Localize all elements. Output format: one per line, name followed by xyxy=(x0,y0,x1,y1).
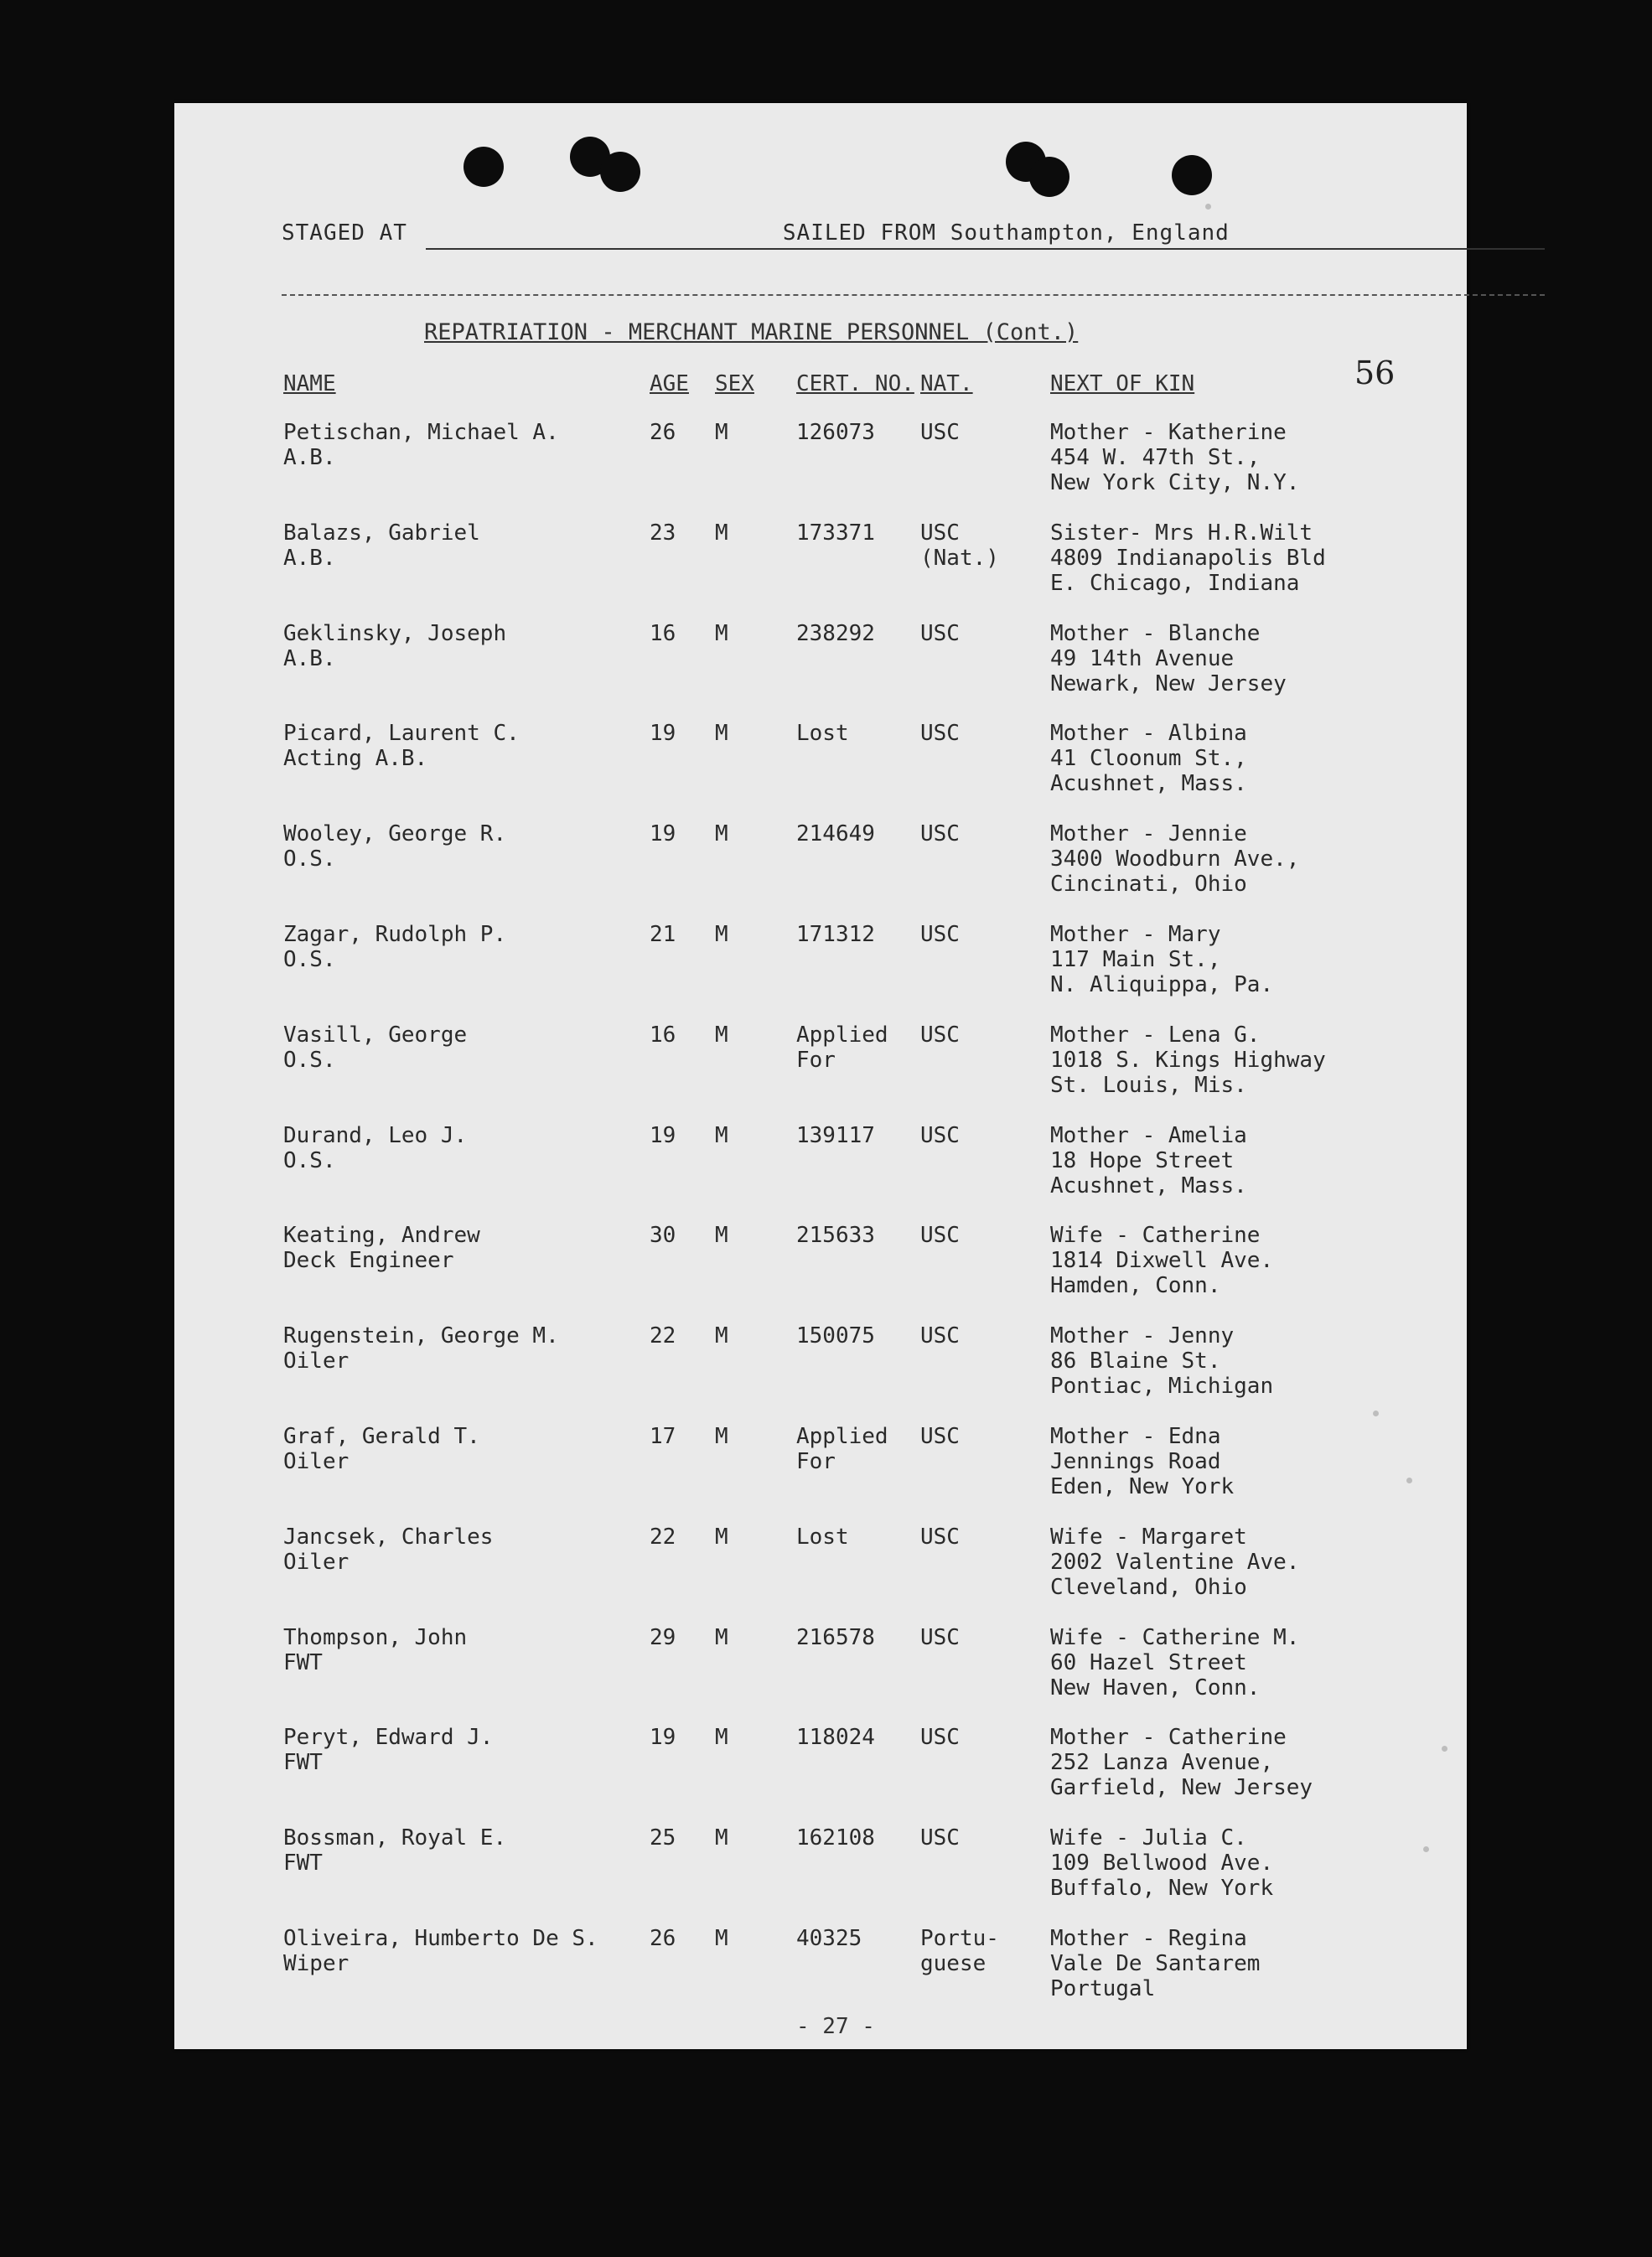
kin-line-1: Mother - Jenny xyxy=(1050,1323,1235,1349)
col-header-age: AGE xyxy=(650,371,689,396)
next-of-kin-cell xyxy=(1050,1123,1247,1198)
kin-line-3: Portugal xyxy=(1050,1976,1156,2001)
person-rating: Wiper xyxy=(283,1951,350,1976)
nationality: Portu- xyxy=(920,1926,999,1951)
cert-cell xyxy=(796,821,875,846)
nationality-cont: guese xyxy=(920,1951,987,1976)
next-of-kin-cell xyxy=(1050,520,1326,596)
col-header-sex: SEX xyxy=(715,371,754,396)
name-cell xyxy=(283,1625,467,1675)
kin-line-2: 117 Main St., xyxy=(1050,947,1221,972)
sex-cell: M xyxy=(715,1624,728,1650)
kin-line-3: Acushnet, Mass. xyxy=(1050,1173,1247,1198)
table-row xyxy=(174,922,1467,1022)
kin-line-2: Vale De Santarem xyxy=(1050,1951,1261,1976)
nationality: USC xyxy=(920,922,960,947)
nationality: USC xyxy=(920,520,960,546)
header-rule xyxy=(426,248,1545,250)
person-rating: O.S. xyxy=(283,1147,336,1173)
cert-cell xyxy=(796,1725,875,1750)
name-cell xyxy=(283,1223,480,1273)
age-cell: 21 xyxy=(650,922,676,947)
cert-number: 40325 xyxy=(796,1926,862,1951)
separator-rule xyxy=(282,294,1545,296)
punch-hole-icon xyxy=(600,152,640,192)
kin-line-2: 252 Lanza Avenue, xyxy=(1050,1750,1274,1776)
cert-number: 139117 xyxy=(796,1122,875,1148)
col-header-cert: CERT. NO. xyxy=(796,371,914,396)
col-header-kin: NEXT OF KIN xyxy=(1050,371,1195,396)
next-of-kin-cell xyxy=(1050,821,1299,897)
sex-cell: M xyxy=(715,1424,728,1449)
nationality: USC xyxy=(920,1122,960,1148)
person-rating: Oiler xyxy=(283,1449,350,1474)
nationality-cell xyxy=(920,1424,960,1449)
person-name: Keating, Andrew xyxy=(283,1223,480,1249)
nationality-cell xyxy=(920,1625,960,1650)
person-name: Geklinsky, Joseph xyxy=(283,620,507,646)
person-rating: Oiler xyxy=(283,1349,350,1374)
cert-number: Lost xyxy=(796,721,849,747)
age-cell: 22 xyxy=(650,1323,676,1349)
cert-number: 215633 xyxy=(796,1223,875,1249)
next-of-kin-cell xyxy=(1050,1223,1273,1298)
person-name: Peryt, Edward J. xyxy=(283,1725,494,1751)
nationality-cell xyxy=(920,1022,960,1048)
age-cell: 23 xyxy=(650,520,676,546)
table-row xyxy=(174,1926,1467,2027)
col-header-name: NAME xyxy=(283,371,336,396)
age-cell: 19 xyxy=(650,1725,676,1751)
staged-sailed-line xyxy=(282,220,1230,246)
age-cell: 30 xyxy=(650,1223,676,1249)
kin-line-2: 49 14th Avenue xyxy=(1050,645,1235,671)
kin-line-1: Mother - Amelia xyxy=(1050,1122,1247,1148)
kin-line-1: Mother - Jennie xyxy=(1050,821,1247,847)
age-cell: 16 xyxy=(650,620,676,646)
col-header-nat: NAT. xyxy=(920,371,973,396)
person-rating: FWT xyxy=(283,1851,323,1877)
kin-line-3: Acushnet, Mass. xyxy=(1050,771,1247,797)
kin-line-1: Wife - Julia C. xyxy=(1050,1825,1247,1851)
kin-line-2: 1018 S. Kings Highway xyxy=(1050,1047,1326,1073)
nationality: USC xyxy=(920,1825,960,1851)
kin-line-2: 41 Cloonum St., xyxy=(1050,746,1247,772)
nationality: USC xyxy=(920,1424,960,1449)
table-row xyxy=(174,1525,1467,1625)
table-row xyxy=(174,1625,1467,1726)
nationality: USC xyxy=(920,1223,960,1249)
person-name: Graf, Gerald T. xyxy=(283,1424,480,1449)
kin-line-3: Eden, New York xyxy=(1050,1474,1235,1499)
person-rating: Acting A.B. xyxy=(283,746,428,772)
kin-line-1: Wife - Catherine xyxy=(1050,1223,1261,1249)
nationality: USC xyxy=(920,821,960,847)
cert-cell xyxy=(796,520,875,546)
kin-line-1: Mother - Blanche xyxy=(1050,620,1261,646)
sailed-value: Southampton, England xyxy=(950,220,1230,246)
kin-line-2: 1814 Dixwell Ave. xyxy=(1050,1248,1274,1274)
nationality-cell xyxy=(920,721,960,746)
name-cell xyxy=(283,1022,467,1073)
next-of-kin-cell xyxy=(1050,1725,1313,1800)
table-row xyxy=(174,1123,1467,1224)
kin-line-1: Mother - Catherine xyxy=(1050,1725,1287,1751)
kin-line-2: 454 W. 47th St., xyxy=(1050,445,1261,470)
kin-line-2: 2002 Valentine Ave. xyxy=(1050,1549,1300,1575)
nationality-cell xyxy=(920,1223,960,1248)
sex-cell: M xyxy=(715,1223,728,1249)
person-name: Bossman, Royal E. xyxy=(283,1825,507,1851)
next-of-kin-cell xyxy=(1050,621,1287,696)
person-name: Petischan, Michael A. xyxy=(283,420,559,445)
sex-cell: M xyxy=(715,922,728,947)
kin-line-3: Garfield, New Jersey xyxy=(1050,1775,1313,1801)
person-rating: A.B. xyxy=(283,445,336,470)
nationality-cell xyxy=(920,1525,960,1550)
name-cell xyxy=(283,1926,598,1976)
nationality: USC xyxy=(920,420,960,445)
person-name: Jancsek, Charles xyxy=(283,1524,494,1550)
age-cell: 19 xyxy=(650,821,676,847)
nationality: USC xyxy=(920,1624,960,1650)
cert-cell xyxy=(796,1123,875,1148)
table-row xyxy=(174,1223,1467,1323)
kin-line-1: Mother - Edna xyxy=(1050,1424,1221,1449)
cert-number: Applied xyxy=(796,1022,888,1048)
name-cell xyxy=(283,721,520,771)
kin-line-3: Cincinati, Ohio xyxy=(1050,872,1247,898)
nationality-cell xyxy=(920,520,999,571)
cert-number: Applied xyxy=(796,1424,888,1449)
nationality: USC xyxy=(920,1725,960,1751)
table-row xyxy=(174,1022,1467,1123)
person-rating: FWT xyxy=(283,1750,323,1776)
kin-line-3: Hamden, Conn. xyxy=(1050,1273,1221,1299)
person-rating: O.S. xyxy=(283,846,336,872)
punch-hole-icon xyxy=(463,147,504,187)
name-cell xyxy=(283,1123,467,1173)
sex-cell: M xyxy=(715,821,728,847)
sex-cell: M xyxy=(715,420,728,445)
nationality: USC xyxy=(920,620,960,646)
kin-line-1: Mother - Regina xyxy=(1050,1926,1247,1951)
cert-number: 173371 xyxy=(796,520,875,546)
table-row xyxy=(174,1725,1467,1825)
person-name: Zagar, Rudolph P. xyxy=(283,922,507,947)
cert-cell xyxy=(796,420,875,445)
sex-cell: M xyxy=(715,520,728,546)
speck-mark xyxy=(1205,204,1211,210)
nationality-cell xyxy=(920,821,960,846)
kin-line-3: Pontiac, Michigan xyxy=(1050,1374,1274,1400)
person-name: Oliveira, Humberto De S. xyxy=(283,1926,598,1951)
age-cell: 25 xyxy=(650,1825,676,1851)
kin-line-3: New York City, N.Y. xyxy=(1050,470,1300,495)
sailed-label: SAILED FROM xyxy=(782,220,937,246)
cert-cell xyxy=(796,1525,849,1550)
staged-label: STAGED AT xyxy=(282,220,407,246)
kin-line-1: Mother - Katherine xyxy=(1050,420,1287,445)
next-of-kin-cell xyxy=(1050,922,1273,997)
nationality: USC xyxy=(920,1524,960,1550)
kin-line-2: 60 Hazel Street xyxy=(1050,1649,1247,1675)
name-cell xyxy=(283,1525,493,1575)
sex-cell: M xyxy=(715,1122,728,1148)
kin-line-3: N. Aliquippa, Pa. xyxy=(1050,972,1274,997)
name-cell xyxy=(283,1825,506,1876)
nationality-cell xyxy=(920,420,960,445)
sex-cell: M xyxy=(715,1022,728,1048)
person-rating: Deck Engineer xyxy=(283,1248,454,1274)
next-of-kin-cell xyxy=(1050,1323,1273,1399)
age-cell: 29 xyxy=(650,1624,676,1650)
sex-cell: M xyxy=(715,1524,728,1550)
page-number: - 27 - xyxy=(796,2014,875,2039)
cert-cell xyxy=(796,721,849,746)
person-rating: FWT xyxy=(283,1649,323,1675)
person-name: Balazs, Gabriel xyxy=(283,520,480,546)
kin-line-3: Cleveland, Ohio xyxy=(1050,1574,1247,1600)
nationality-cell xyxy=(920,1323,960,1349)
kin-line-1: Sister- Mrs H.R.Wilt xyxy=(1050,520,1313,546)
name-cell xyxy=(283,821,506,872)
page-title: REPATRIATION - MERCHANT MARINE PERSONNEL (Cont.) xyxy=(424,319,1079,345)
person-name: Rugenstein, George M. xyxy=(283,1323,559,1349)
nationality-cell xyxy=(920,922,960,947)
kin-line-3: E. Chicago, Indiana xyxy=(1050,570,1300,596)
kin-line-2: 4809 Indianapolis Bld xyxy=(1050,545,1326,571)
nationality-cont: (Nat.) xyxy=(920,545,999,571)
kin-line-2: 86 Blaine St. xyxy=(1050,1349,1221,1374)
cert-cell xyxy=(796,1625,875,1650)
person-name: Thompson, John xyxy=(283,1624,468,1650)
cert-number-cont: For xyxy=(796,1047,836,1073)
cert-number-cont: For xyxy=(796,1449,836,1474)
kin-line-2: Jennings Road xyxy=(1050,1449,1221,1474)
cert-number: 150075 xyxy=(796,1323,875,1349)
age-cell: 22 xyxy=(650,1524,676,1550)
punch-hole-icon xyxy=(1029,157,1069,197)
sex-cell: M xyxy=(715,1825,728,1851)
next-of-kin-cell xyxy=(1050,1424,1234,1499)
next-of-kin-cell xyxy=(1050,1525,1299,1600)
table-row xyxy=(174,1323,1467,1424)
cert-cell xyxy=(796,1926,862,1951)
kin-line-1: Mother - Mary xyxy=(1050,922,1221,947)
age-cell: 19 xyxy=(650,1122,676,1148)
kin-line-1: Wife - Catherine M. xyxy=(1050,1624,1300,1650)
name-cell xyxy=(283,420,559,470)
person-name: Vasill, George xyxy=(283,1022,468,1048)
sex-cell: M xyxy=(715,1323,728,1349)
person-rating: A.B. xyxy=(283,545,336,571)
person-name: Durand, Leo J. xyxy=(283,1122,468,1148)
person-rating: Oiler xyxy=(283,1549,350,1575)
age-cell: 16 xyxy=(650,1022,676,1048)
next-of-kin-cell xyxy=(1050,1022,1326,1098)
name-cell xyxy=(283,922,506,972)
punch-hole-icon xyxy=(1172,155,1212,195)
sex-cell: M xyxy=(715,1725,728,1751)
kin-line-2: 3400 Woodburn Ave., xyxy=(1050,846,1300,872)
kin-line-3: St. Louis, Mis. xyxy=(1050,1072,1247,1098)
cert-number: 162108 xyxy=(796,1825,875,1851)
sex-cell: M xyxy=(715,620,728,646)
cert-cell xyxy=(796,1825,875,1851)
cert-cell xyxy=(796,1323,875,1349)
name-cell xyxy=(283,520,480,571)
nationality-cell xyxy=(920,621,960,646)
sex-cell: M xyxy=(715,1926,728,1951)
cert-cell xyxy=(796,922,875,947)
table-row xyxy=(174,621,1467,722)
person-rating: A.B. xyxy=(283,645,336,671)
nationality: USC xyxy=(920,1022,960,1048)
kin-line-2: 109 Bellwood Ave. xyxy=(1050,1851,1274,1877)
cert-number: 216578 xyxy=(796,1624,875,1650)
nationality-cell xyxy=(920,1123,960,1148)
name-cell xyxy=(283,621,506,671)
next-of-kin-cell xyxy=(1050,1825,1273,1901)
name-cell xyxy=(283,1424,480,1474)
nationality-cell xyxy=(920,1926,999,1976)
kin-line-2: 18 Hope Street xyxy=(1050,1147,1235,1173)
table-row xyxy=(174,520,1467,621)
table-row xyxy=(174,721,1467,821)
age-cell: 19 xyxy=(650,721,676,747)
table-row xyxy=(174,1424,1467,1525)
name-cell xyxy=(283,1323,559,1374)
handwritten-page-mark: 56 xyxy=(1354,355,1396,391)
person-rating: O.S. xyxy=(283,1047,336,1073)
person-name: Picard, Laurent C. xyxy=(283,721,520,747)
next-of-kin-cell xyxy=(1050,1926,1260,2001)
age-cell: 26 xyxy=(650,1926,676,1951)
nationality-cell xyxy=(920,1725,960,1750)
kin-line-3: Buffalo, New York xyxy=(1050,1876,1274,1902)
cert-number: Lost xyxy=(796,1524,849,1550)
cert-number: 126073 xyxy=(796,420,875,445)
nationality-cell xyxy=(920,1825,960,1851)
age-cell: 26 xyxy=(650,420,676,445)
nationality: USC xyxy=(920,1323,960,1349)
cert-number: 238292 xyxy=(796,620,875,646)
next-of-kin-cell xyxy=(1050,721,1247,796)
table-row xyxy=(174,821,1467,922)
next-of-kin-cell xyxy=(1050,1625,1299,1701)
age-cell: 17 xyxy=(650,1424,676,1449)
kin-line-1: Wife - Margaret xyxy=(1050,1524,1247,1550)
person-name: Wooley, George R. xyxy=(283,821,507,847)
kin-line-1: Mother - Lena G. xyxy=(1050,1022,1261,1048)
document-sheet xyxy=(174,103,1467,2049)
person-rating: O.S. xyxy=(283,947,336,972)
cert-number: 171312 xyxy=(796,922,875,947)
name-cell xyxy=(283,1725,493,1775)
cert-cell xyxy=(796,1223,875,1248)
cert-cell xyxy=(796,621,875,646)
table-row xyxy=(174,420,1467,520)
nationality: USC xyxy=(920,721,960,747)
cert-cell xyxy=(796,1424,888,1474)
cert-number: 118024 xyxy=(796,1725,875,1751)
sex-cell: M xyxy=(715,721,728,747)
kin-line-3: New Haven, Conn. xyxy=(1050,1675,1261,1701)
table-row xyxy=(174,1825,1467,1926)
kin-line-1: Mother - Albina xyxy=(1050,721,1247,747)
cert-number: 214649 xyxy=(796,821,875,847)
kin-line-3: Newark, New Jersey xyxy=(1050,670,1287,696)
cert-cell xyxy=(796,1022,888,1073)
next-of-kin-cell xyxy=(1050,420,1299,495)
